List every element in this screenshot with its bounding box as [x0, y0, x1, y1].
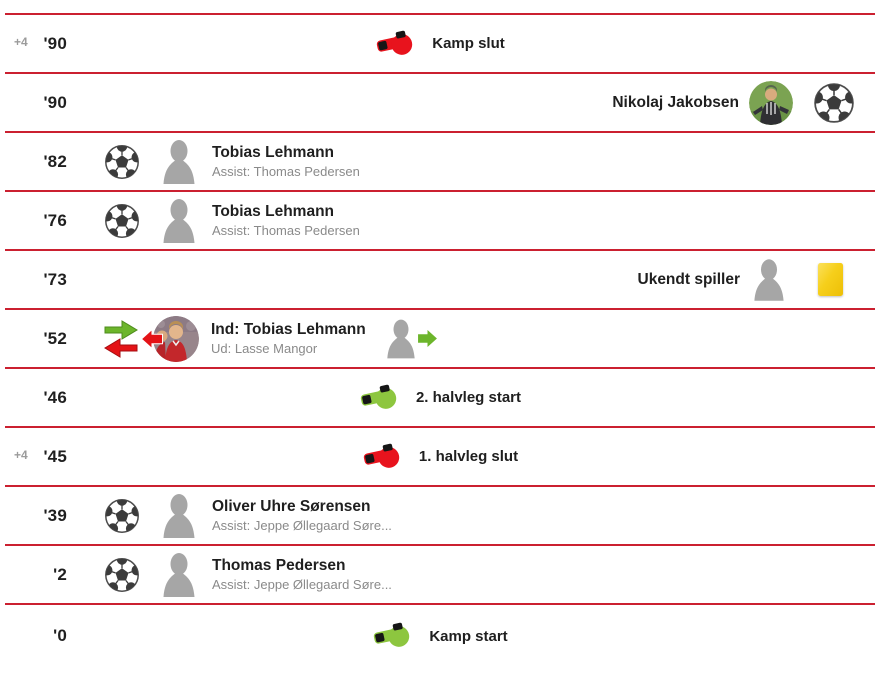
event-center-block [5, 605, 875, 667]
green-whistle-icon [359, 382, 399, 414]
player-silhouette-icon [386, 319, 416, 359]
event-row-goal-home [5, 485, 875, 544]
event-right-block [612, 81, 875, 125]
event-row-kick-off [5, 603, 875, 667]
player-silhouette-icon [162, 553, 196, 597]
player-photo[interactable] [749, 81, 793, 125]
event-right-block [638, 259, 876, 301]
extra-time-label: +4 [14, 447, 28, 462]
event-row-substitution [5, 308, 875, 367]
player-photo-wrap [153, 316, 199, 362]
red-whistle-icon [375, 28, 415, 60]
player-silhouette-icon [162, 140, 196, 184]
minute-column [5, 270, 67, 290]
player-name[interactable]: Thomas Pedersen [212, 557, 346, 574]
minute-column [5, 152, 67, 172]
minute-column [5, 506, 67, 526]
goal-name-block [212, 144, 360, 179]
player-in-name[interactable]: Ind: Tobias Lehmann [211, 321, 366, 338]
soccer-ball-icon [104, 498, 140, 534]
event-row-goal-away [5, 72, 875, 131]
soccer-ball-icon [104, 144, 140, 180]
minute-column [5, 329, 67, 349]
event-row-goal-home [5, 190, 875, 249]
event-row-goal-home [5, 131, 875, 190]
event-minute: '52 [43, 328, 67, 348]
player-silhouette-icon [162, 494, 196, 538]
event-minute: '46 [43, 387, 67, 407]
green-whistle-icon [372, 620, 412, 652]
event-center-block [5, 369, 875, 426]
sub-in-group [386, 319, 437, 359]
player-name[interactable]: Tobias Lehmann [212, 203, 335, 220]
event-center-block [5, 15, 875, 72]
sub-out-arrow-icon [141, 329, 163, 348]
event-minute: '82 [43, 151, 67, 171]
minute-column [5, 211, 67, 231]
assist-label: Assist: Thomas Pedersen [212, 223, 360, 238]
substitution-arrows-icon [103, 319, 139, 359]
event-row-goal-home [5, 544, 875, 603]
assist-label: Assist: Thomas Pedersen [212, 164, 360, 179]
soccer-ball-icon [104, 557, 140, 593]
event-minute: '90 [43, 33, 67, 53]
player-name: Ukendt spiller [637, 270, 740, 288]
event-minute: '73 [43, 269, 67, 289]
event-label: Kamp slut [432, 35, 505, 52]
event-row-full-time [5, 13, 875, 72]
event-minute: '39 [43, 505, 67, 525]
goal-name-block [212, 203, 360, 238]
player-silhouette-icon [753, 259, 785, 301]
event-row-half-time [5, 426, 875, 485]
player-name[interactable]: Oliver Uhre Sørensen [212, 498, 371, 515]
event-minute: '0 [53, 626, 67, 645]
player-silhouette-icon [162, 199, 196, 243]
sub-in-arrow-icon [418, 330, 437, 347]
event-minute: '45 [43, 446, 67, 466]
player-name[interactable]: Tobias Lehmann [212, 144, 335, 161]
assist-label: Assist: Jeppe Øllegaard Søre... [212, 518, 392, 533]
player-out-name: Ud: Lasse Mangor [211, 341, 318, 356]
goal-name-block [212, 557, 392, 592]
minute-column [5, 565, 67, 585]
red-whistle-icon [362, 441, 402, 473]
event-label: 1. halvleg slut [418, 448, 519, 465]
goal-name-block [212, 498, 392, 533]
substitution-name-block [211, 321, 366, 356]
soccer-ball-icon [813, 82, 855, 124]
event-minute: '90 [43, 92, 67, 112]
event-row-second-half-start [5, 367, 875, 426]
event-minute: '76 [43, 210, 67, 230]
event-row-yellow-card [5, 249, 875, 308]
event-label: Kamp start [429, 627, 508, 645]
assist-label: Assist: Jeppe Øllegaard Søre... [212, 577, 392, 592]
player-name[interactable]: Nikolaj Jakobsen [612, 93, 739, 111]
yellow-card-icon [818, 263, 843, 296]
event-minute: '2 [53, 564, 67, 584]
extra-time-label: +4 [14, 34, 28, 49]
soccer-ball-icon [104, 203, 140, 239]
event-center-block [5, 428, 875, 485]
event-label: 2. halvleg start [415, 389, 522, 406]
minute-column [5, 93, 67, 113]
